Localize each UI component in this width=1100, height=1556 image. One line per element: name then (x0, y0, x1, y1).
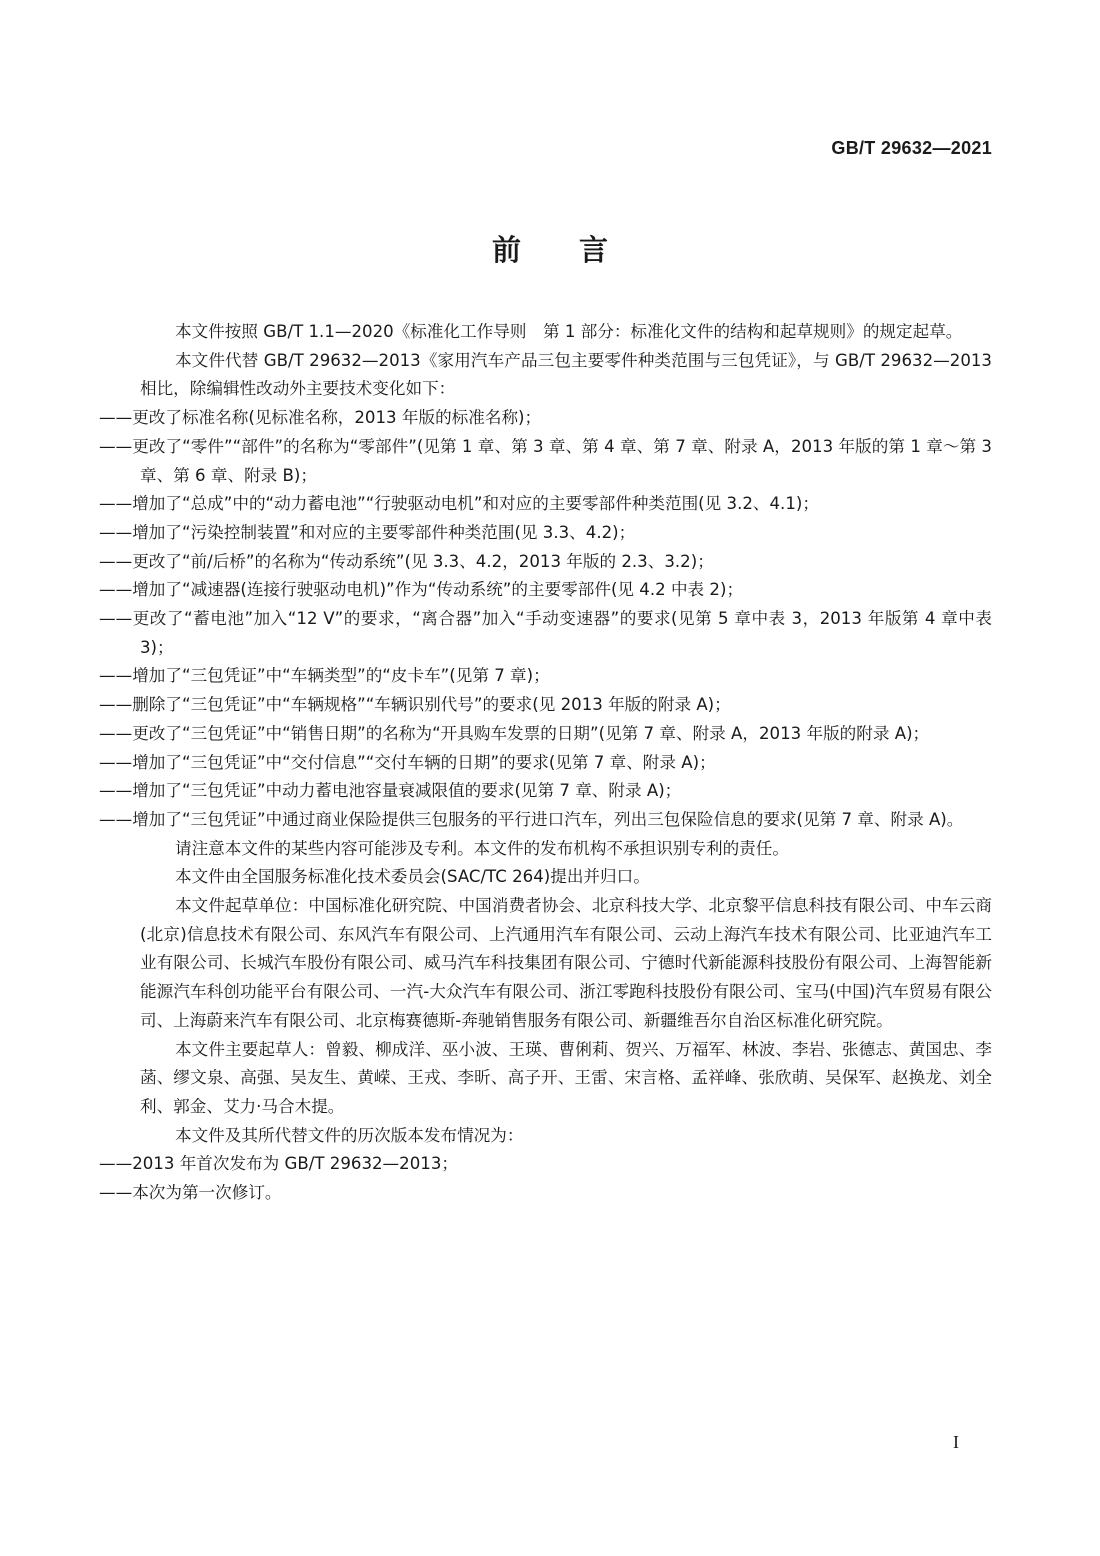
change-item: ——增加了“总成”中的“动力蓄电池”“行驶驱动电机”和对应的主要零部件种类范围(见 3.2、4.1)； (99, 494, 819, 514)
paragraph-committee: 本文件由全国服务标准化技术委员会(SAC/TC 264)提出并归口。 (175, 867, 650, 887)
change-item: ——增加了“三包凭证”中“车辆类型”的“皮卡车”(见第 7 章)； (99, 666, 550, 686)
change-item: ——增加了“减速器(连接行驶驱动电机)”作为“传动系统”的主要零部件(见 4.2 中表 2)； (99, 580, 744, 600)
history-item: ——2013 年首次发布为 GB/T 29632—2013； (99, 1154, 458, 1174)
page-title: 前言 (491, 233, 666, 267)
change-item: ——更改了“前/后桥”的名称为“传动系统”(见 3.3、4.2，2013 年版的 2.3、3.2)； (99, 551, 714, 571)
paragraph-drafting-units: 本文件起草单位：中国标准化研究院、中国消费者协会、北京科技大学、北京黎平信息科技有限公司、中车云商(北京)信息技术有限公司、东风汽车有限公司、上汽通用汽车有限公司、云动上海汽车技术有限公司、比亚迪汽车工业有限公司、长城汽车股份有限公司、威马汽车科技集团有限公司、宁德时代新能源科技股份有限公司、上海智能新能源汽车科创功能平台有限公司、一汽-大众汽车有限公司、浙江零跑科技股份有限公司、宝马(中国)汽车贸易有限公司、上海蔚来汽车有限公司、北京梅赛德斯-奔驰销售服务有限公司、新疆维吾尔自治区标准化研究院。 (140, 896, 992, 1030)
paragraph-drafting-rules: 本文件按照 GB/T 1.1—2020《标准化工作导则 第 1 部分：标准化文件的结构和起草规则》的规定起草。 (175, 322, 963, 341)
paragraph-history-intro: 本文件及其所代替文件的历次版本发布情况为： (175, 1125, 524, 1145)
change-item: ——增加了“三包凭证”中通过商业保险提供三包服务的平行进口汽车，列出三包保险信息的要求(见第 7 章、附录 A)。 (99, 809, 964, 829)
change-item: ——增加了“三包凭证”中动力蓄电池容量衰减限值的要求(见第 7 章、附录 A)； (99, 781, 682, 801)
change-item: ——更改了“蓄电池”加入“12 V”的要求，“离合器”加入“手动变速器”的要求(见第 5 章中表 3，2013 年版第 4 章中表 3)； (99, 609, 992, 657)
change-item: ——增加了“污染控制装置”和对应的主要零部件种类范围(见 3.3、4.2)； (99, 522, 636, 542)
paragraph-patent-notice: 请注意本文件的某些内容可能涉及专利。本文件的发布机构不承担识别专利的责任。 (175, 838, 789, 858)
paragraph-replaces: 本文件代替 GB/T 29632—2013《家用汽车产品三包主要零件种类范围与三包凭证》，与 GB/T 29632—2013 相比，除编辑性改动外主要技术变化如下： (140, 350, 992, 399)
change-item: ——更改了“零件”“部件”的名称为“零部件”(见第 1 章、第 3 章、第 4 章、第 7 章、附录 A，2013 年版的第 1 章～第 3 章、第 6 章、附录 B)； (99, 436, 992, 485)
foreword-body (99, 318, 992, 1208)
page-number: I (953, 1432, 959, 1452)
change-item: ——更改了“三包凭证”中“销售日期”的名称为“开具购车发票的日期”(见第 7 章、附录 A，2013 年版的附录 A)； (99, 723, 930, 743)
paragraph-drafters: 本文件主要起草人：曾毅、柳成洋、巫小波、王瑛、曹俐莉、贺兴、万福军、林波、李岩、张德志、黄国忠、李菡、缪文泉、高强、吴友生、黄嵘、王戎、李昕、高子开、王雷、宋言格、孟祥峰、张欣萌、吴保军、赵换龙、刘全利、郭金、艾力·马合木提。 (140, 1039, 992, 1116)
change-item: ——删除了“三包凭证”中“车辆规格”“车辆识别代号”的要求(见 2013 年版的附录 A)； (99, 695, 731, 715)
history-item: ——本次为第一次修订。 (99, 1183, 282, 1203)
standard-number: GB/T 29632—2021 (831, 138, 992, 158)
change-item: ——增加了“三包凭证”中“交付信息”“交付车辆的日期”的要求(见第 7 章、附录 A)； (99, 752, 716, 772)
change-item: ——更改了标准名称(见标准名称，2013 年版的标准名称)； (99, 408, 542, 428)
